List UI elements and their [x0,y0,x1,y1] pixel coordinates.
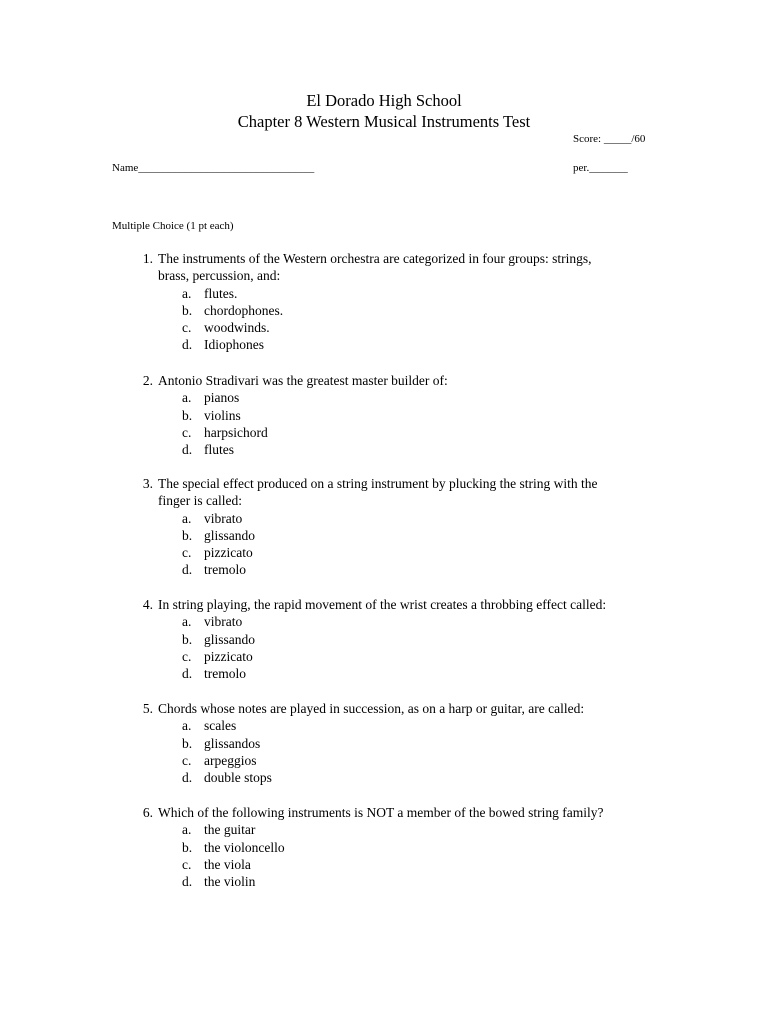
option-text: the guitar [204,822,256,838]
question-5 [0,700,768,786]
section-label: Multiple Choice (1 pt each) [112,220,234,232]
answer-option [0,389,768,406]
option-letter: c. [182,320,192,336]
question-6 [0,804,768,890]
question-text: finger is called: [158,493,242,509]
answer-option [0,769,768,786]
option-text: harpsichord [204,424,268,440]
answer-option [0,665,768,682]
question-line [0,267,768,284]
question-line [0,492,768,509]
option-letter: a. [182,718,192,734]
option-letter: c. [182,752,192,768]
option-letter: d. [182,337,193,353]
answer-option [0,527,768,544]
question-line [0,804,768,821]
answer-option [0,821,768,838]
name-line: Name________________________________ [112,162,315,174]
option-text: glissando [204,631,256,647]
option-text: chordophones. [204,302,284,318]
option-text: the violoncello [204,839,285,855]
option-text: vibrato [204,510,243,526]
option-letter: d. [182,770,193,786]
option-letter: d. [182,666,193,682]
option-text: scales [204,718,237,734]
option-text: flutes. [204,285,238,301]
answer-option [0,856,768,873]
question-number: 2. [142,373,153,388]
question-text: The special effect produced on a string instrument by plucking the string with the [158,476,598,491]
option-letter: a. [182,510,192,526]
option-text: flutes [204,442,234,458]
answer-option [0,424,768,441]
option-text: pizzicato [204,648,253,664]
option-text: pianos [204,390,240,406]
answer-option [0,285,768,302]
question-text: The instruments of the Western orchestra are categorized in four groups: strings, [158,251,592,266]
question-line [0,700,768,717]
answer-option [0,441,768,458]
option-letter: d. [182,874,193,890]
option-text: violins [204,407,241,423]
answer-option [0,839,768,856]
option-text: glissandos [204,735,261,751]
answer-option [0,336,768,353]
answer-option [0,648,768,665]
question-4 [0,596,768,682]
option-letter: b. [182,631,193,647]
option-letter: d. [182,442,193,458]
period-line: per._______ [573,162,628,174]
option-text: Idiophones [204,337,264,353]
option-letter: c. [182,648,192,664]
answer-option [0,544,768,561]
question-line [0,250,768,267]
option-letter: a. [182,390,192,406]
option-text: glissando [204,527,256,543]
option-text: tremolo [204,666,246,682]
option-text: double stops [204,770,272,786]
question-number: 1. [142,251,153,266]
option-letter: c. [182,856,192,872]
question-text: Chords whose notes are played in succession, as on a harp or guitar, are called: [158,701,585,716]
option-text: the violin [204,874,256,890]
option-letter: a. [182,822,192,838]
test-title: Chapter 8 Western Musical Instruments Test [237,112,531,131]
option-text: woodwinds. [204,320,270,336]
option-letter: a. [182,285,192,301]
question-text: In string playing, the rapid movement of the wrist creates a throbbing effect called: [158,597,607,612]
option-letter: b. [182,302,193,318]
answer-option [0,561,768,578]
option-letter: b. [182,407,193,423]
answer-option [0,510,768,527]
question-1 [0,250,768,354]
answer-option [0,873,768,890]
option-letter: c. [182,545,192,561]
answer-option [0,752,768,769]
question-line [0,596,768,613]
question-text: Antonio Stradivari was the greatest master builder of: [158,373,448,388]
question-text: brass, percussion, and: [158,268,281,284]
option-letter: a. [182,614,192,630]
option-text: arpeggios [204,752,257,768]
option-text: tremolo [204,562,246,578]
answer-option [0,631,768,648]
option-text: pizzicato [204,545,253,561]
question-text: Which of the following instruments is NOT a member of the bowed string family? [158,805,604,820]
answer-option [0,613,768,630]
question-number: 6. [142,805,153,820]
question-number: 4. [142,597,153,612]
question-line [0,372,768,389]
option-letter: b. [182,839,193,855]
option-text: vibrato [204,614,243,630]
question-number: 5. [142,701,153,716]
answer-option [0,735,768,752]
question-3 [0,475,768,579]
option-letter: d. [182,562,193,578]
question-line [0,475,768,492]
score-line: Score: _____/60 [573,133,646,145]
school-name: El Dorado High School [306,91,462,110]
option-letter: c. [182,424,192,440]
option-letter: b. [182,735,193,751]
answer-option [0,407,768,424]
question-2 [0,372,768,458]
option-text: the viola [204,856,251,872]
answer-option [0,302,768,319]
answer-option [0,717,768,734]
question-number: 3. [142,476,153,491]
answer-option [0,319,768,336]
option-letter: b. [182,527,193,543]
